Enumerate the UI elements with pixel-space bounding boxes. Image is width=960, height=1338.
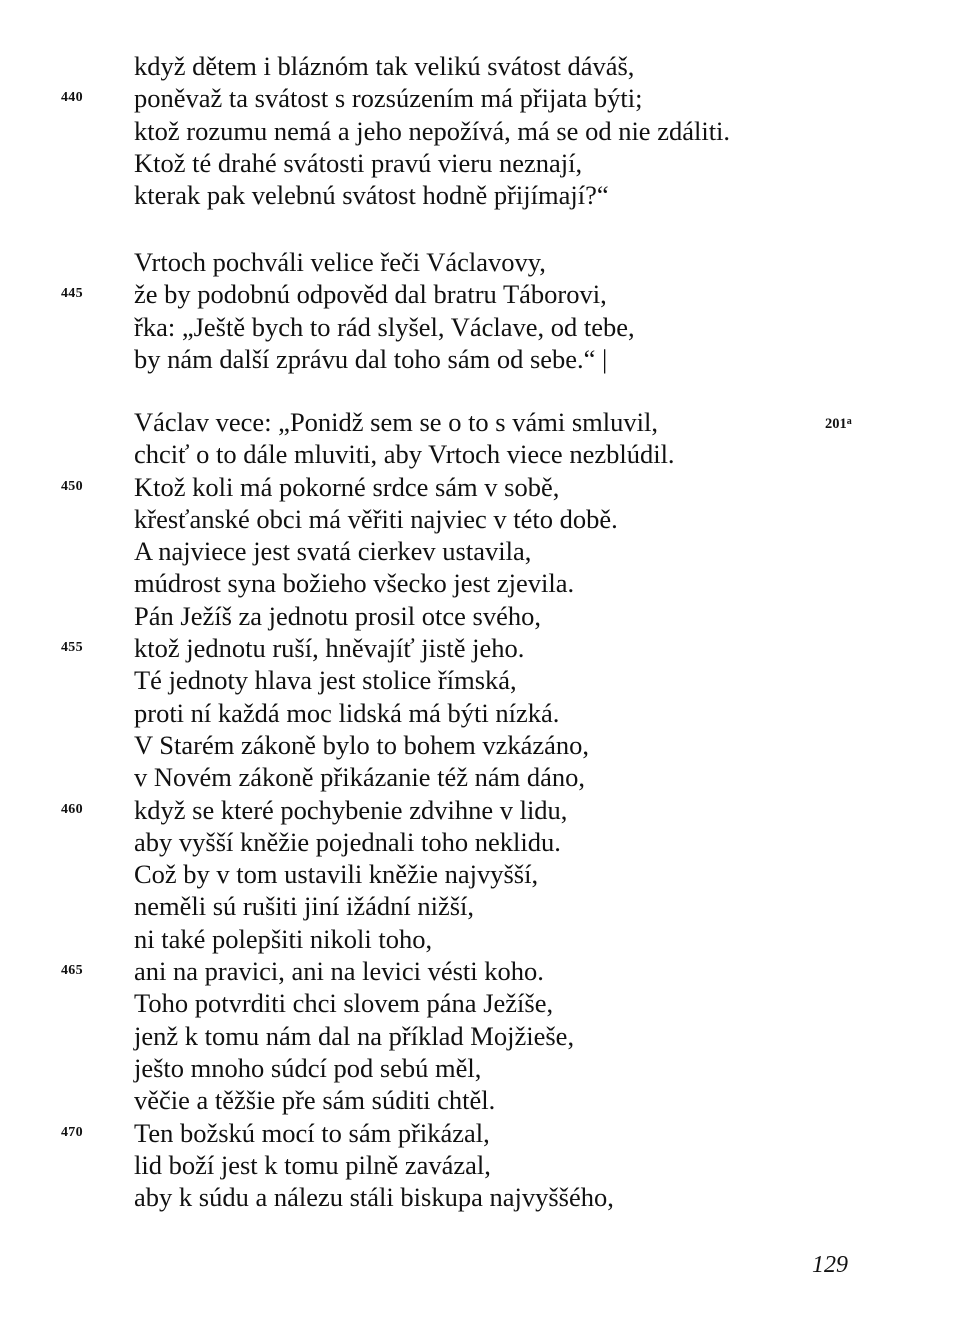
verse-text: řka: „Ještě bych to rád slyšel, Václave, od tebe,: [134, 311, 635, 342]
verse-line: [134, 890, 824, 922]
verse-line: [134, 147, 824, 179]
line-number: 450: [61, 478, 83, 494]
verse-text: V Starém zákoně bylo to bohem vzkázáno,: [134, 729, 590, 760]
verse-text: aby k súdu a nálezu stáli biskupa najvyššého,: [134, 1182, 614, 1213]
verse-line: [134, 664, 824, 696]
verse-text: Což by v tom ustavili kněžie najvyšší,: [134, 859, 539, 890]
stanza: [61, 406, 824, 1213]
verse-text: ktož rozumu nemá a jeho nepožívá, má se od nie zdáliti.: [134, 115, 731, 146]
verse-line: [134, 697, 824, 729]
verse-text: Václav vece: „Ponidž sem se o to s vámi smluvil,: [134, 407, 658, 437]
verse-line: [61, 1117, 824, 1149]
verse-text: A najviece jest svatá cierkev ustavila,: [134, 536, 532, 567]
verse-text: Toho potvrditi chci slovem pána Ježíše,: [134, 988, 554, 1019]
verse-line: [134, 567, 824, 599]
verse-line: [134, 761, 824, 793]
verse-line: [134, 1020, 824, 1052]
verse-text: Vrtoch pochváli velice řeči Václavovy,: [134, 247, 546, 277]
verse-line: [134, 923, 824, 955]
verse-line: [134, 600, 824, 632]
stanza: [61, 50, 824, 211]
verse-line: [134, 179, 824, 211]
verse-line: [61, 471, 824, 503]
verse-text: ani na pravici, ani na levici vésti koho.: [134, 956, 544, 987]
verse-text: Ktož té drahé svátosti pravú vieru neznají,: [134, 147, 583, 178]
verse-line: [134, 535, 824, 567]
verse-line: [134, 987, 824, 1019]
verse-text: ktož jednotu ruší, hněvajíť jistě jeho.: [134, 633, 525, 664]
verse-line: [134, 1052, 824, 1084]
verse-line: [134, 1084, 824, 1116]
verse-line: [134, 729, 824, 761]
verse-text: chciť o to dále mluviti, aby Vrtoch viece nezblúdil.: [134, 439, 675, 470]
verse-text: lid boží jest k tomu pilně zavázal,: [134, 1149, 491, 1180]
verse-line: [134, 311, 824, 343]
line-number: 470: [61, 1124, 83, 1140]
folio-reference: [825, 406, 852, 440]
verse-text: proti ní každá moc lidská má býti nízká.: [134, 697, 560, 728]
verse-line: [61, 632, 824, 664]
verse-text: poněvaž ta svátost s rozsúzením má přijata býti;: [134, 83, 643, 114]
verse-text: když dětem i bláznóm tak velikú svátost dáváš,: [134, 51, 635, 81]
verse-line: [134, 246, 824, 278]
verse-line: [134, 1149, 824, 1181]
folio-side: a: [846, 416, 852, 427]
verse-text: jenž k tomu nám dal na příklad Mojžieše,: [134, 1020, 575, 1051]
verse-line: [134, 50, 824, 82]
page-number: 129: [812, 1252, 848, 1278]
verse-line: [61, 82, 824, 114]
verse-text: že by podobnú odpověd dal bratru Táborovi,: [134, 279, 607, 310]
verse-text: aby vyšší kněžie pojednali toho neklidu.: [134, 826, 561, 857]
line-number: 465: [61, 963, 83, 979]
verse-text: Té jednoty hlava jest stolice římská,: [134, 665, 517, 696]
folio-number: 201: [825, 416, 847, 432]
verse-line: [134, 343, 824, 375]
verse-text: Ten božskú mocí to sám přikázal,: [134, 1117, 490, 1148]
verse-text: ni také polepšiti nikoli toho,: [134, 923, 433, 954]
verse-line: [61, 955, 824, 987]
verse-text: ješto mnoho súdcí pod sebú měl,: [134, 1052, 482, 1083]
verse-text: múdrost syna božieho všecko jest zjevila.: [134, 568, 575, 599]
line-number: 445: [61, 286, 83, 302]
verse-text: neměli sú rušiti jiní ižádní nižší,: [134, 891, 475, 922]
line-number: 455: [61, 640, 83, 656]
verse-line: [134, 438, 824, 470]
stanza: [61, 246, 824, 375]
verse-line: [134, 115, 824, 147]
verse-text: kterak pak velebnú svátost hodně přijímají?“: [134, 180, 609, 211]
verse-text: křesťanské obci má věřiti najviec v této době.: [134, 503, 618, 534]
verse-line: [61, 278, 824, 310]
verse-line: [134, 503, 824, 535]
verse-text: když se které pochybenie zdvihne v lidu,: [134, 794, 568, 825]
verse-text: Pán Ježíš za jednotu prosil otce svého,: [134, 600, 541, 631]
verse-text: Ktož koli má pokorné srdce sám v sobě,: [134, 471, 560, 502]
verse-line: [134, 826, 824, 858]
verse-line: [61, 794, 824, 826]
line-number: 460: [61, 801, 83, 817]
verse-text: v Novém zákoně přikázanie též nám dáno,: [134, 762, 586, 793]
verse-line: [134, 1181, 824, 1213]
verse-line: [134, 406, 824, 438]
verse-line: [134, 858, 824, 890]
verse-text: by nám další zprávu dal toho sám od sebe.“ |: [134, 343, 608, 374]
verse-text: věčie a těžšie pře sám súditi chtěl.: [134, 1085, 496, 1116]
line-number: 440: [61, 90, 83, 106]
